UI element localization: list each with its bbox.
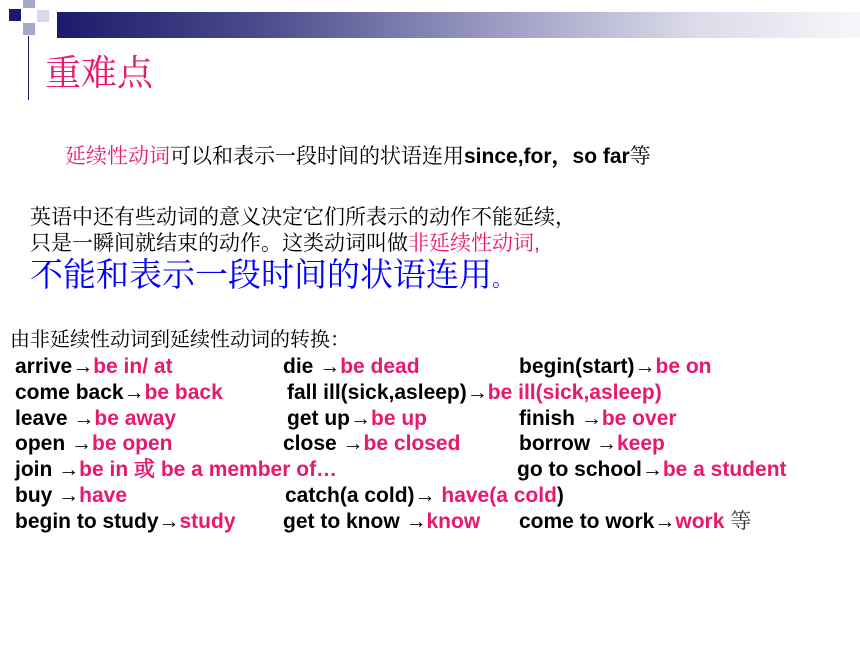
conversion-item bbox=[15, 433, 173, 454]
decor-square-pale bbox=[37, 10, 49, 22]
conversion-to: be over bbox=[601, 407, 677, 430]
conversion-item bbox=[283, 356, 420, 377]
conversion-to: be dead bbox=[340, 355, 420, 378]
conversion-to: be on bbox=[655, 355, 712, 378]
conversion-item bbox=[519, 356, 712, 377]
conversion-to: be up bbox=[371, 407, 427, 430]
conversion-from: borrow → bbox=[519, 432, 617, 455]
decor-square-lavender bbox=[23, 23, 35, 35]
conversion-item bbox=[287, 382, 662, 403]
conversion-from: begin to study→ bbox=[15, 510, 180, 533]
conversion-to: know bbox=[426, 510, 481, 533]
conversion-to: be back bbox=[144, 381, 223, 404]
conversion-to: work bbox=[675, 510, 725, 533]
conversion-from: arrive→ bbox=[15, 355, 94, 378]
intro-bold: since,for，so far bbox=[464, 145, 630, 168]
emphasis-line bbox=[30, 258, 513, 297]
explanation-line-1: 英语中还有些动词的意义决定它们所表示的动作不能延续， bbox=[30, 206, 576, 229]
conversion-to: have bbox=[79, 484, 128, 507]
slide-title: 重难点 bbox=[45, 52, 154, 93]
conversion-item bbox=[283, 433, 460, 454]
conversion-to: keep bbox=[617, 432, 665, 455]
conversion-item bbox=[519, 433, 665, 454]
conversion-heading: 由非延续性动词到延续性动词的转换： bbox=[10, 329, 350, 351]
conversion-from: finish → bbox=[519, 407, 602, 430]
conversion-to: be closed bbox=[363, 432, 461, 455]
conversion-to: be a student bbox=[662, 458, 787, 481]
conversion-item bbox=[15, 511, 236, 532]
conversion-from: go to school→ bbox=[517, 458, 663, 481]
conversion-item bbox=[15, 459, 337, 480]
conversion-from: get up→ bbox=[287, 407, 371, 430]
conversion-item bbox=[15, 408, 176, 429]
decor-square-navy bbox=[9, 9, 21, 21]
conversion-to: have(a cold bbox=[441, 484, 557, 507]
intro-end: 等 bbox=[629, 145, 651, 168]
conversion-from: get to know → bbox=[283, 510, 427, 533]
header-gradient-bar bbox=[57, 12, 860, 38]
decor-square-lavender bbox=[23, 0, 35, 8]
conversion-from: close → bbox=[283, 432, 364, 455]
conversion-to: be in 或 be a member of… bbox=[79, 458, 338, 481]
conversion-item bbox=[519, 408, 677, 429]
conversion-from: catch(a cold)→ bbox=[285, 484, 442, 507]
conversion-from: open → bbox=[15, 432, 92, 455]
explanation-line-2 bbox=[30, 233, 540, 255]
explanation-highlight: 非延续性动词, bbox=[408, 232, 540, 255]
conversion-from: join → bbox=[15, 458, 80, 481]
decor-vertical-line bbox=[28, 36, 29, 100]
conversion-item bbox=[283, 511, 480, 532]
explanation-line-2-text: 只是一瞬间就结束的动作。这类动词叫做 bbox=[30, 232, 408, 255]
conversion-item bbox=[519, 511, 751, 532]
conversion-suffix: 等 bbox=[724, 510, 752, 533]
conversion-from: come back→ bbox=[15, 381, 145, 404]
emphasis-end: 。 bbox=[492, 268, 513, 291]
conversion-from: die → bbox=[283, 355, 341, 378]
conversion-item bbox=[517, 459, 787, 480]
conversion-item bbox=[15, 356, 173, 377]
conversion-from: begin(start)→ bbox=[519, 355, 656, 378]
intro-highlight: 延续性动词 bbox=[65, 145, 170, 168]
conversion-to: be away bbox=[94, 407, 177, 430]
conversion-item bbox=[15, 382, 223, 403]
conversion-to: study bbox=[179, 510, 236, 533]
intro-line bbox=[65, 146, 651, 168]
conversion-to: be open bbox=[92, 432, 173, 455]
conversion-from: fall ill(sick,asleep)→ bbox=[287, 381, 488, 404]
conversion-item bbox=[15, 485, 127, 506]
conversion-from: buy → bbox=[15, 484, 80, 507]
conversion-item bbox=[285, 485, 564, 506]
conversion-to: be in/ at bbox=[93, 355, 173, 378]
conversion-from: leave → bbox=[15, 407, 95, 430]
intro-text: 可以和表示一段时间的状语连用 bbox=[170, 145, 464, 168]
conversion-suffix: ) bbox=[556, 484, 564, 507]
emphasis-text: 不能和表示一段时间的状语连用 bbox=[30, 256, 492, 293]
conversion-item bbox=[287, 408, 427, 429]
conversion-from: come to work→ bbox=[519, 510, 676, 533]
conversion-to: be ill(sick,asleep) bbox=[487, 381, 662, 404]
